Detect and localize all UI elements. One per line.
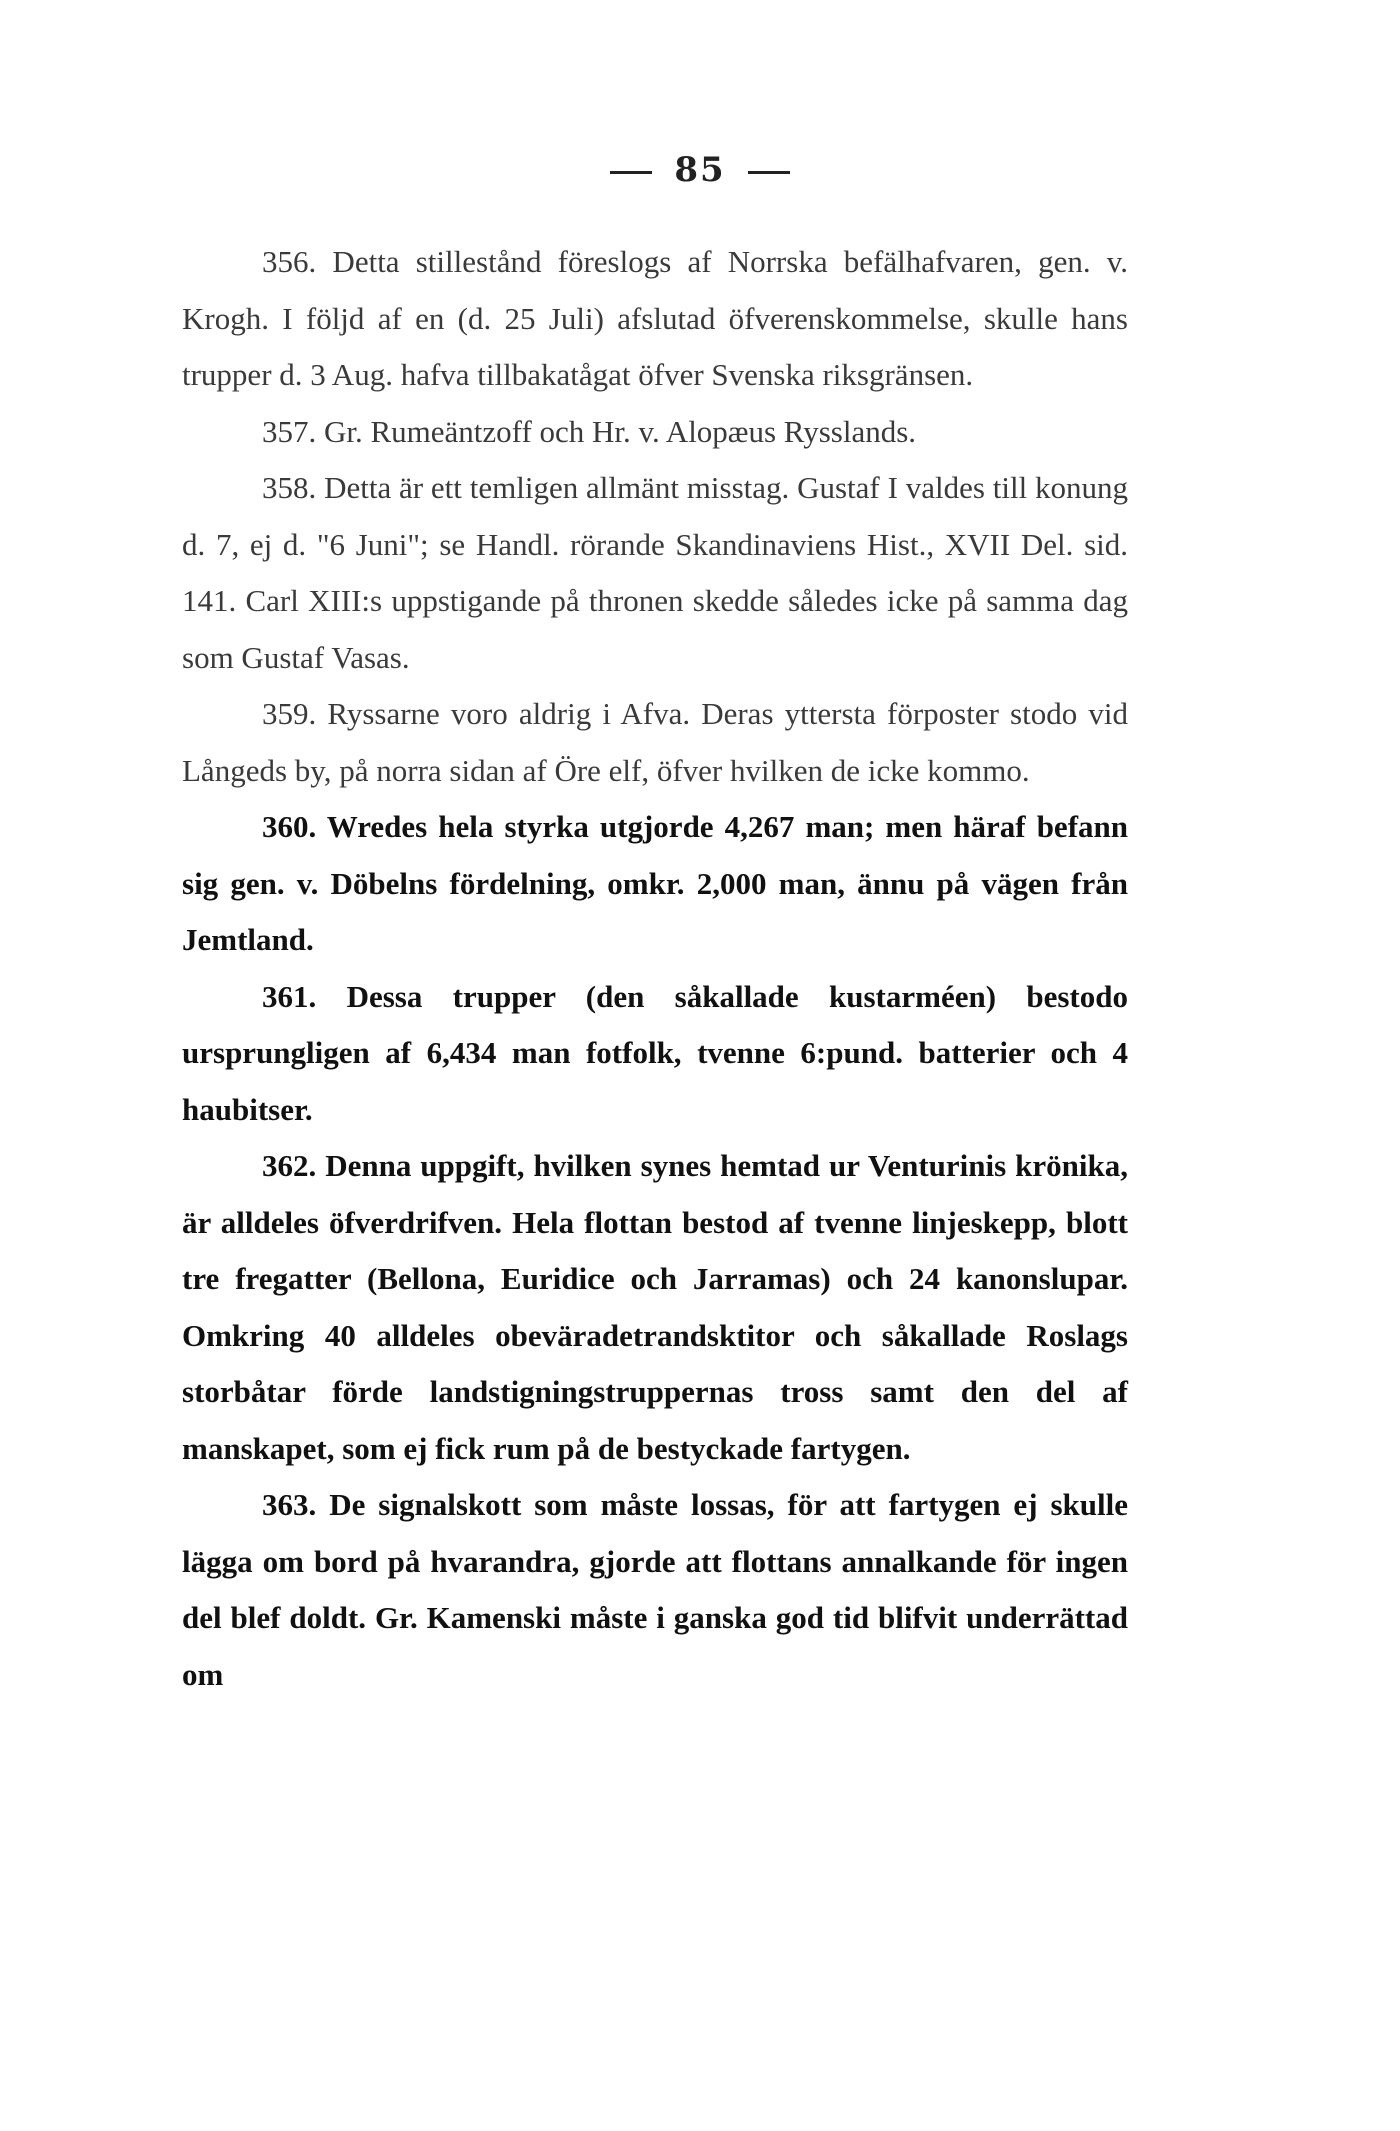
note-360: 360. Wredes hela styrka utgjorde 4,267 man; men häraf befann sig gen. v. Döbelns fördelning, omkr. 2,000 man, ännu på vägen från Jemtland. [182,809,1128,957]
header-dash-right [748,171,790,174]
note-359: 359. Ryssarne voro aldrig i Afva. Deras yttersta förposter stodo vid Långeds by, på norra sidan af Öre elf, öfver hvilken de icke kommo. [182,696,1128,788]
note-363: 363. De signalskott som måste lossas, för att fartygen ej skulle lägga om bord på hvarandra, gjorde att flottans annalkande för ingen del blef doldt. Gr. Kamenski måste i ganska god tid blifvit underrättad om [182,1487,1128,1692]
note-362: 362. Denna uppgift, hvilken synes hemtad ur Venturinis krönika, är alldeles öfverdrifven. Hela flottan bestod af tvenne linjeskepp, blott tre fregatter (Bellona, Euridice och Jarramas) och 24 kanonslupar. Omkring 40 alldeles obeväradetrandsktitor och såkallade Roslags storbåtar förde landstigningstruppernas tross samt den del af manskapet, som ej fick rum på de bestyckade fartygen. [182,1148,1128,1466]
notes-body [182,234,1128,1703]
page-number: 85 [674,150,726,190]
page-header [0,150,1400,190]
header-dash-left [610,171,652,174]
note-358: 358. Detta är ett temligen allmänt misstag. Gustaf I valdes till konung d. 7, ej d. "6 Juni"; se Handl. rörande Skandinaviens Hist., XVII Del. sid. 141. Carl XIII:s uppstigande på thronen skedde således icke på samma dag som Gustaf Vasas. [182,470,1128,675]
note-357: 357. Gr. Rumeäntzoff och Hr. v. Alopæus Rysslands. [262,413,917,449]
note-356: 356. Detta stillestånd föreslogs af Norrska befälhafvaren, gen. v. Krogh. I följd af en (d. 25 Juli) afslutad öfverenskommelse, skulle hans trupper d. 3 Aug. hafva tillbakatågat öfver Svenska riksgränsen. [182,244,1128,392]
note-361: 361. Dessa trupper (den såkallade kustarméen) bestodo ursprungligen af 6,434 man fotfolk, tvenne 6:pund. batterier och 4 haubitser. [182,978,1128,1127]
